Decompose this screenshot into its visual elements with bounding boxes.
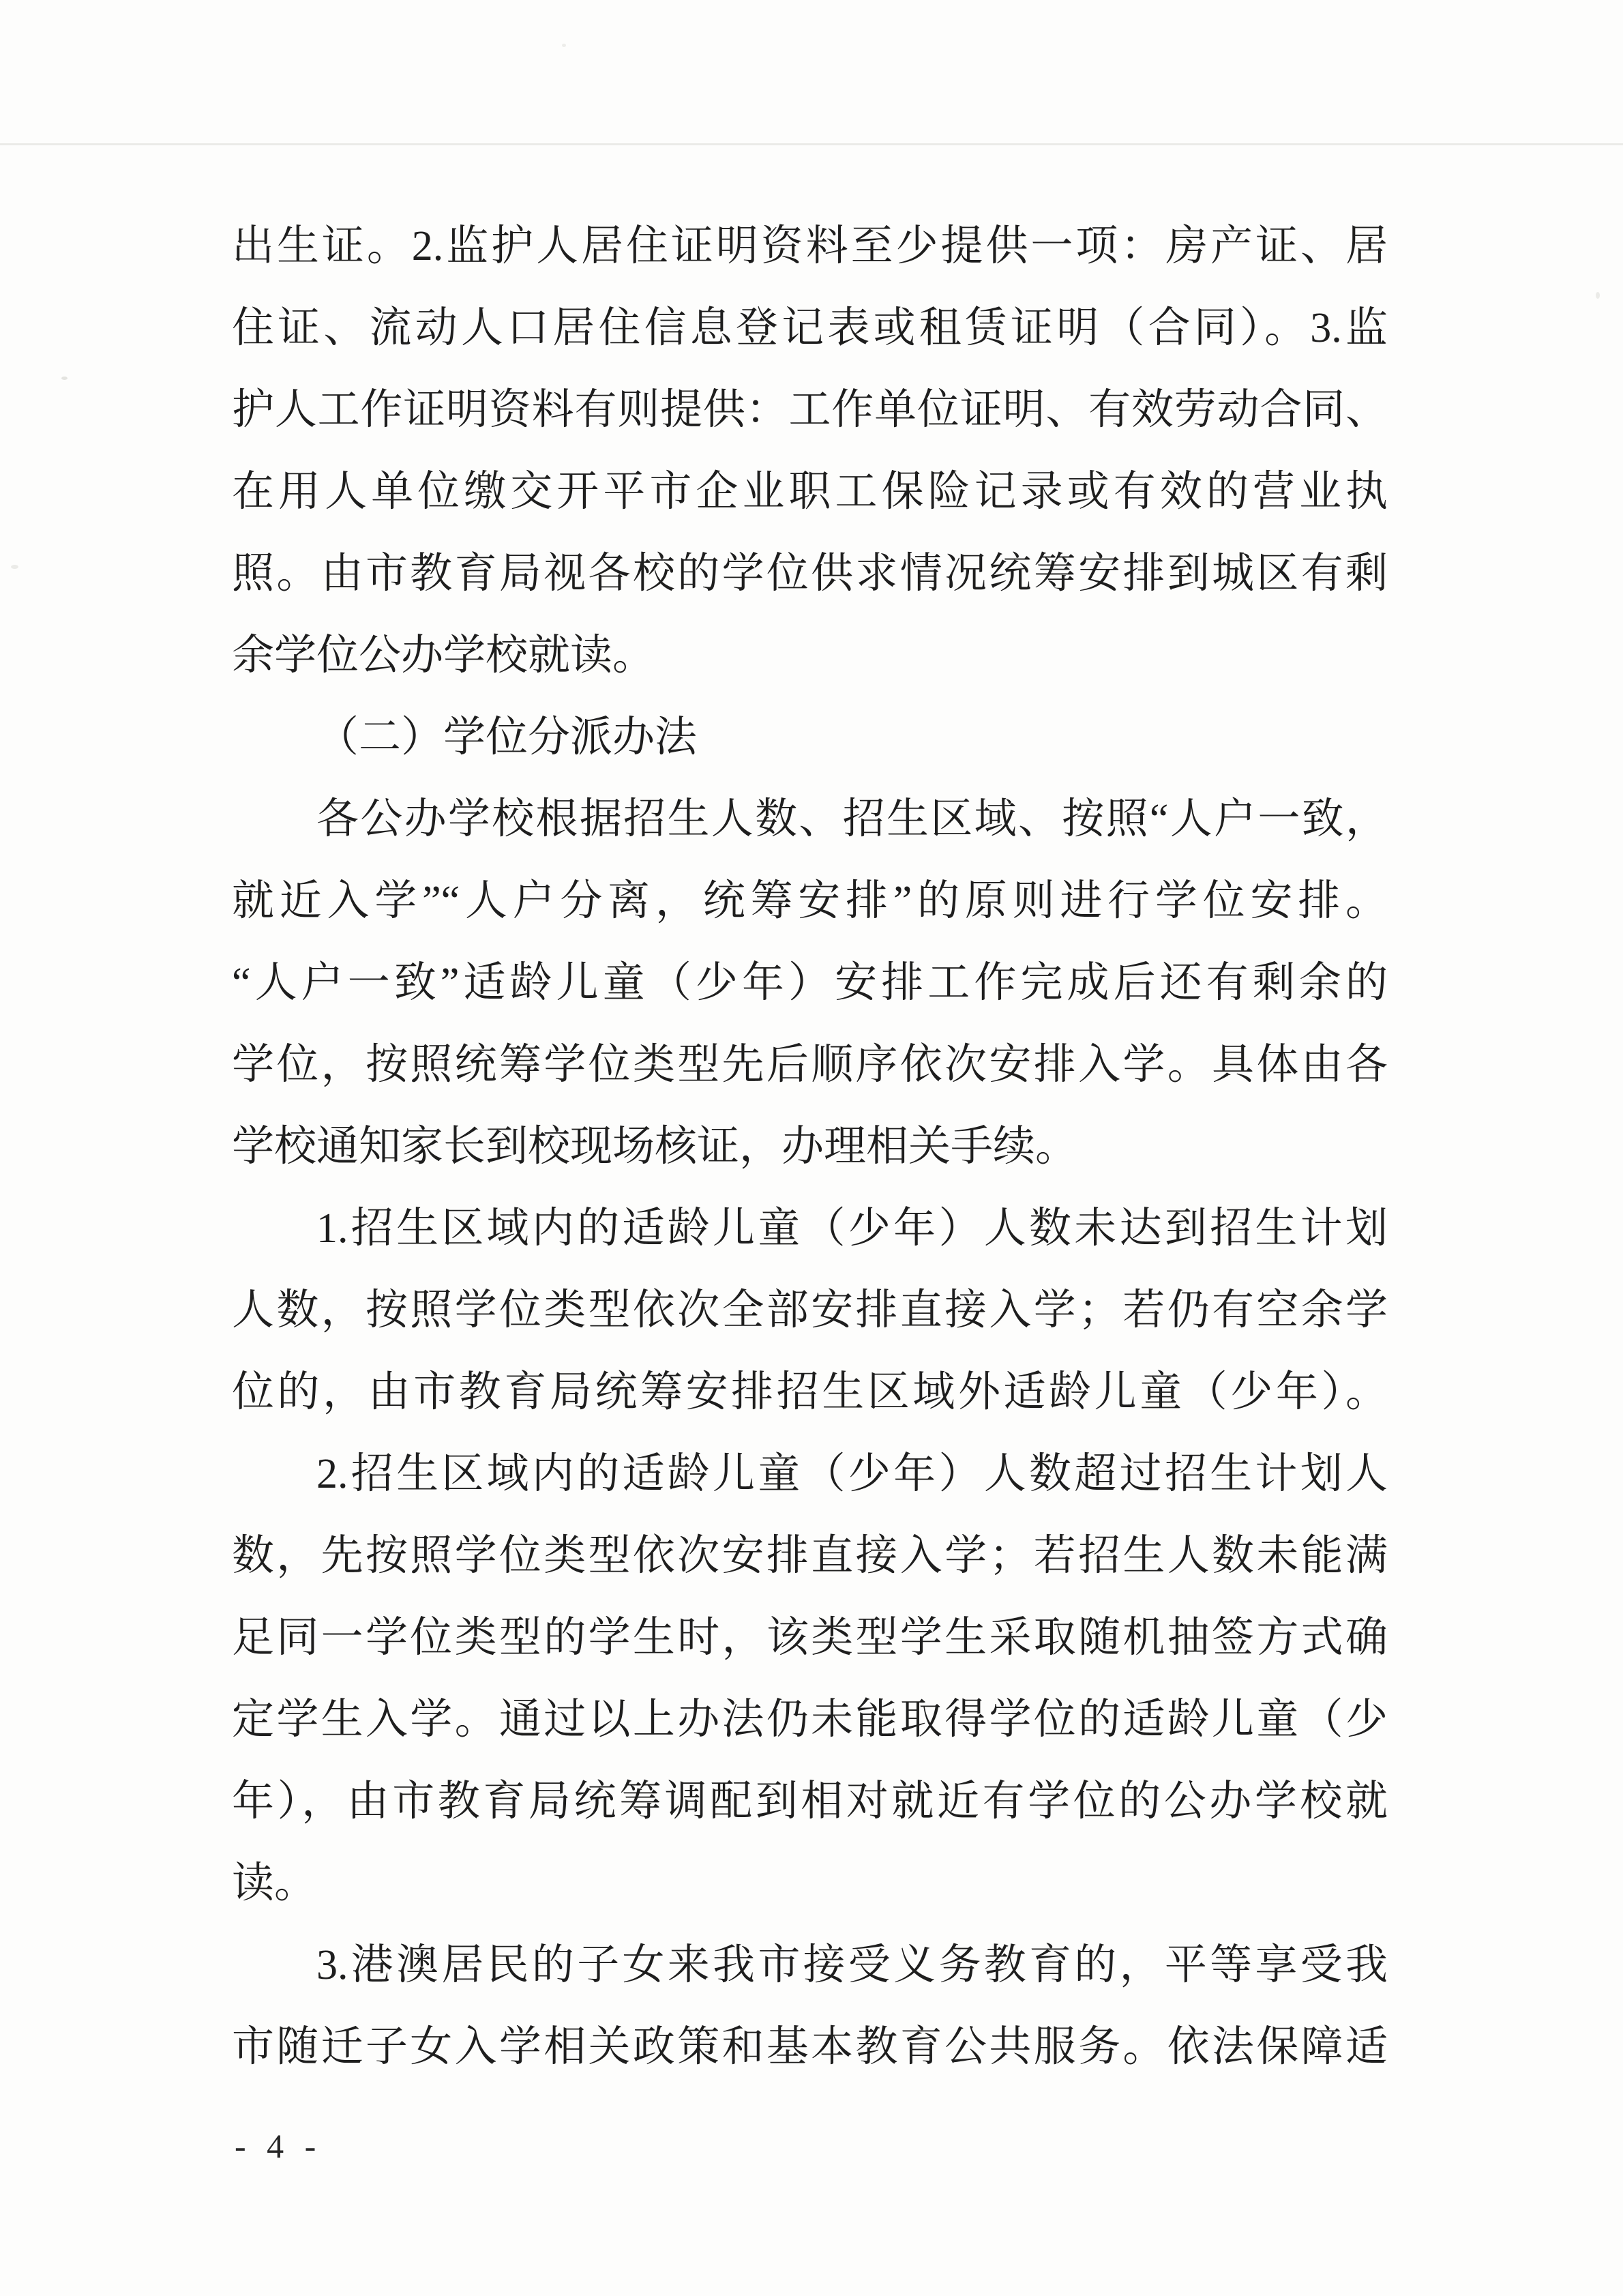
text-line: 各公办学校根据招生人数、招生区域、按照“人户一致， bbox=[316, 796, 1388, 842]
text-line: 护人工作证明资料有则提供：工作单位证明、有效劳动合同、 bbox=[232, 387, 1388, 433]
text-line: 1.招生区域内的适龄儿童（少年）人数未达到招生计划 bbox=[316, 1205, 1388, 1252]
scan-artifact-speck bbox=[11, 565, 18, 569]
text-line: 就近入学”“人户分离，统筹安排”的原则进行学位安排。 bbox=[232, 878, 1388, 924]
text-line: “人户一致”适龄儿童（少年）安排工作完成后还有剩余的 bbox=[232, 960, 1388, 1006]
text-line: 出生证。2.监护人居住证明资料至少提供一项：房产证、居 bbox=[232, 223, 1388, 269]
text-line: 市随迁子女入学相关政策和基本教育公共服务。依法保障适 bbox=[232, 2024, 1388, 2070]
document-body bbox=[232, 205, 1388, 2088]
text-line: 住证、流动人口居住信息登记表或租赁证明（合同）。3.监 bbox=[232, 305, 1388, 351]
text-line: 余学位公办学校就读。 bbox=[232, 632, 655, 679]
text-line: 在用人单位缴交开平市企业职工保险记录或有效的营业执 bbox=[232, 469, 1388, 515]
text-line: 年），由市教育局统筹调配到相对就近有学位的公办学校就 bbox=[232, 1778, 1388, 1825]
page-number: - 4 - bbox=[235, 2127, 323, 2165]
text-line: 数，先按照学位类型依次安排直接入学；若招生人数未能满 bbox=[232, 1533, 1388, 1579]
text-line: 2.招生区域内的适龄儿童（少年）人数超过招生计划人 bbox=[316, 1451, 1388, 1497]
text-line: 位的，由市教育局统筹安排招生区域外适龄儿童（少年）。 bbox=[232, 1369, 1388, 1415]
scan-artifact-speck bbox=[1596, 292, 1600, 299]
scan-artifact-speck bbox=[61, 377, 68, 380]
text-line: 足同一学位类型的学生时，该类型学生采取随机抽签方式确 bbox=[232, 1615, 1388, 1661]
section-heading: （二）学位分派办法 bbox=[316, 714, 698, 761]
scan-artifact-line bbox=[0, 143, 1623, 145]
text-line: 读。 bbox=[232, 1860, 317, 1907]
text-line: 学校通知家长到校现场核证，办理相关手续。 bbox=[232, 1123, 1078, 1170]
text-line: 学位，按照统筹学位类型先后顺序依次安排入学。具体由各 bbox=[232, 1042, 1388, 1088]
text-line: 定学生入学。通过以上办法仍未能取得学位的适龄儿童（少 bbox=[232, 1696, 1388, 1743]
text-line: 照。由市教育局视各校的学位供求情况统筹安排到城区有剩 bbox=[232, 550, 1388, 597]
text-line: 3.港澳居民的子女来我市接受义务教育的，平等享受我 bbox=[316, 1942, 1388, 1988]
text-line: 人数，按照学位类型依次全部安排直接入学；若仍有空余学 bbox=[232, 1287, 1388, 1334]
scan-artifact-speck bbox=[562, 44, 566, 47]
